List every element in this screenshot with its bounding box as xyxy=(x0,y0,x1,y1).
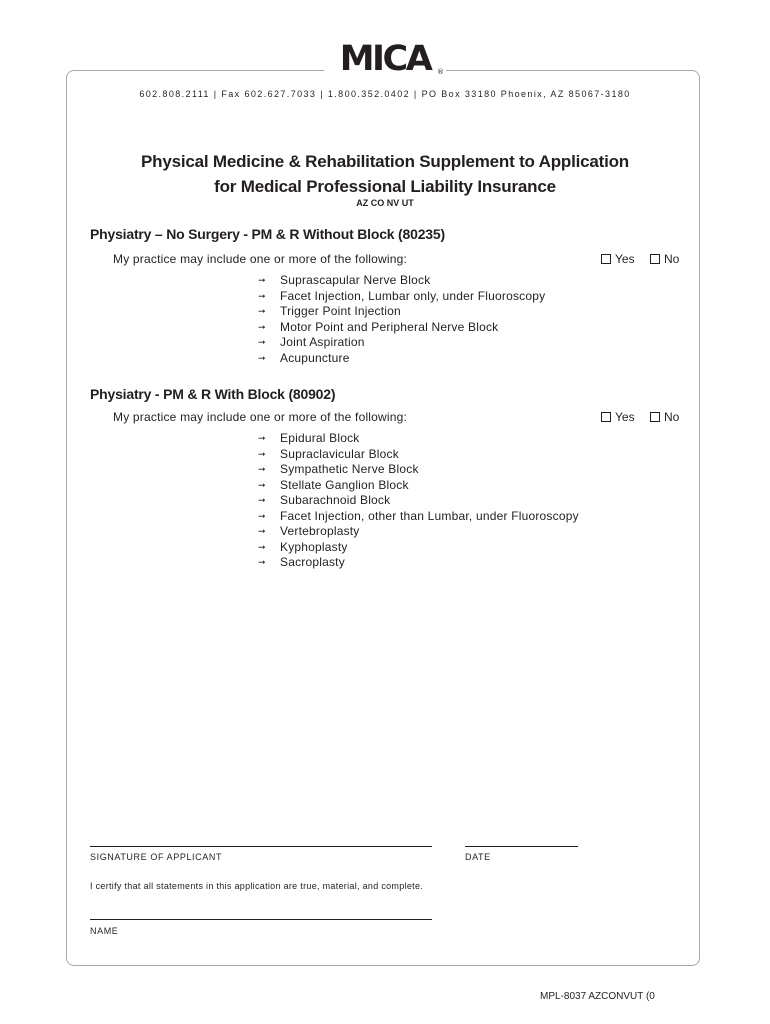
no-checkbox-without-block[interactable] xyxy=(650,252,679,266)
signature-line[interactable] xyxy=(90,846,432,847)
section-heading-without-block: Physiatry – No Surgery - PM & R Without Block (80235) xyxy=(90,226,445,242)
logo-text: MICA xyxy=(339,39,431,79)
name-line[interactable] xyxy=(90,919,432,920)
arrow-bullet-icon: ➞ xyxy=(258,541,266,552)
no-checkbox-with-block[interactable] xyxy=(650,410,679,424)
arrow-bullet-icon: ➞ xyxy=(258,337,266,347)
list-item xyxy=(258,462,579,478)
checkbox-icon[interactable] xyxy=(650,254,660,264)
list-item-label: Facet Injection, other than Lumbar, under Fluoroscopy xyxy=(280,508,579,523)
list-item xyxy=(258,273,545,289)
arrow-bullet-icon: ➞ xyxy=(258,526,266,536)
list-item-label: Sacroplasty xyxy=(280,555,345,569)
arrow-bullet-icon: ➞ xyxy=(258,433,266,443)
contact-line: 602.808.2111 | Fax 602.627.7033 | 1.800.352.0402 | PO Box 33180 Phoenix, AZ 85067-3180 xyxy=(139,89,631,99)
list-item-label: Acupuncture xyxy=(280,350,350,365)
arrow-bullet-icon: ➞ xyxy=(258,464,266,474)
yes-label: Yes xyxy=(615,252,635,266)
checkbox-icon[interactable] xyxy=(601,254,611,264)
signature-label: SIGNATURE OF APPLICANT xyxy=(90,852,223,862)
states-label: AZ CO NV UT xyxy=(356,198,414,208)
yes-checkbox-without-block[interactable] xyxy=(601,252,635,266)
yes-checkbox-with-block[interactable] xyxy=(601,410,635,424)
yes-label: Yes xyxy=(615,410,635,424)
arrow-bullet-icon: ➞ xyxy=(258,275,266,285)
list-item-label: Motor Point and Peripheral Nerve Block xyxy=(280,319,499,334)
list-item-label: Vertebroplasty xyxy=(280,524,360,538)
list-item xyxy=(258,289,545,305)
checkbox-icon[interactable] xyxy=(650,412,660,422)
arrow-bullet-icon: ➞ xyxy=(258,352,266,363)
arrow-bullet-icon: ➞ xyxy=(258,557,266,567)
list-item xyxy=(258,320,545,336)
list-item xyxy=(258,351,545,367)
list-item-label: Kyphoplasty xyxy=(280,539,348,554)
section-question-with-block: My practice may include one or more of the following: xyxy=(113,410,408,424)
arrow-bullet-icon: ➞ xyxy=(258,321,266,332)
list-item xyxy=(258,493,579,509)
checkbox-icon[interactable] xyxy=(601,412,611,422)
procedure-list-without-block xyxy=(258,273,545,366)
list-item xyxy=(258,555,579,571)
list-item-label: Suprascapular Nerve Block xyxy=(280,273,431,287)
list-item xyxy=(258,509,579,525)
list-item-label: Supraclavicular Block xyxy=(280,446,399,461)
list-item-label: Subarachnoid Block xyxy=(280,493,391,507)
no-label: No xyxy=(664,252,680,266)
page-title xyxy=(0,149,770,199)
list-item-label: Stellate Ganglion Block xyxy=(280,477,409,492)
title-line-1: Physical Medicine & Rehabilitation Supplement to Application xyxy=(141,152,629,171)
arrow-bullet-icon: ➞ xyxy=(258,510,266,521)
list-item xyxy=(258,478,579,494)
arrow-bullet-icon: ➞ xyxy=(258,290,266,301)
list-item xyxy=(258,304,545,320)
list-item-label: Joint Aspiration xyxy=(280,335,365,349)
list-item xyxy=(258,431,579,447)
list-item xyxy=(258,335,545,351)
arrow-bullet-icon: ➞ xyxy=(258,448,266,459)
title-line-2: for Medical Professional Liability Insurance xyxy=(214,177,556,196)
date-line[interactable] xyxy=(465,846,578,847)
section-heading-with-block: Physiatry - PM & R With Block (80902) xyxy=(90,386,336,402)
section-question-without-block: My practice may include one or more of the following: xyxy=(113,252,408,266)
list-item-label: Sympathetic Nerve Block xyxy=(280,462,419,476)
list-item-label: Trigger Point Injection xyxy=(280,304,401,318)
name-label: NAME xyxy=(90,926,119,936)
certification-statement: I certify that all statements in this application are true, material, and complete. xyxy=(90,881,424,891)
arrow-bullet-icon: ➞ xyxy=(258,479,266,490)
arrow-bullet-icon: ➞ xyxy=(258,306,266,316)
list-item-label: Facet Injection, Lumbar only, under Fluoroscopy xyxy=(280,288,546,303)
no-label: No xyxy=(664,410,680,424)
list-item xyxy=(258,447,579,463)
form-number: MPL-8037 AZCONVUT (0 xyxy=(540,991,655,1002)
list-item xyxy=(258,540,579,556)
arrow-bullet-icon: ➞ xyxy=(258,495,266,505)
registered-mark: ® xyxy=(437,68,444,76)
mica-logo xyxy=(324,40,446,80)
list-item-label: Epidural Block xyxy=(280,431,360,445)
date-label: DATE xyxy=(465,852,491,862)
list-item xyxy=(258,524,579,540)
procedure-list-with-block xyxy=(258,431,579,571)
